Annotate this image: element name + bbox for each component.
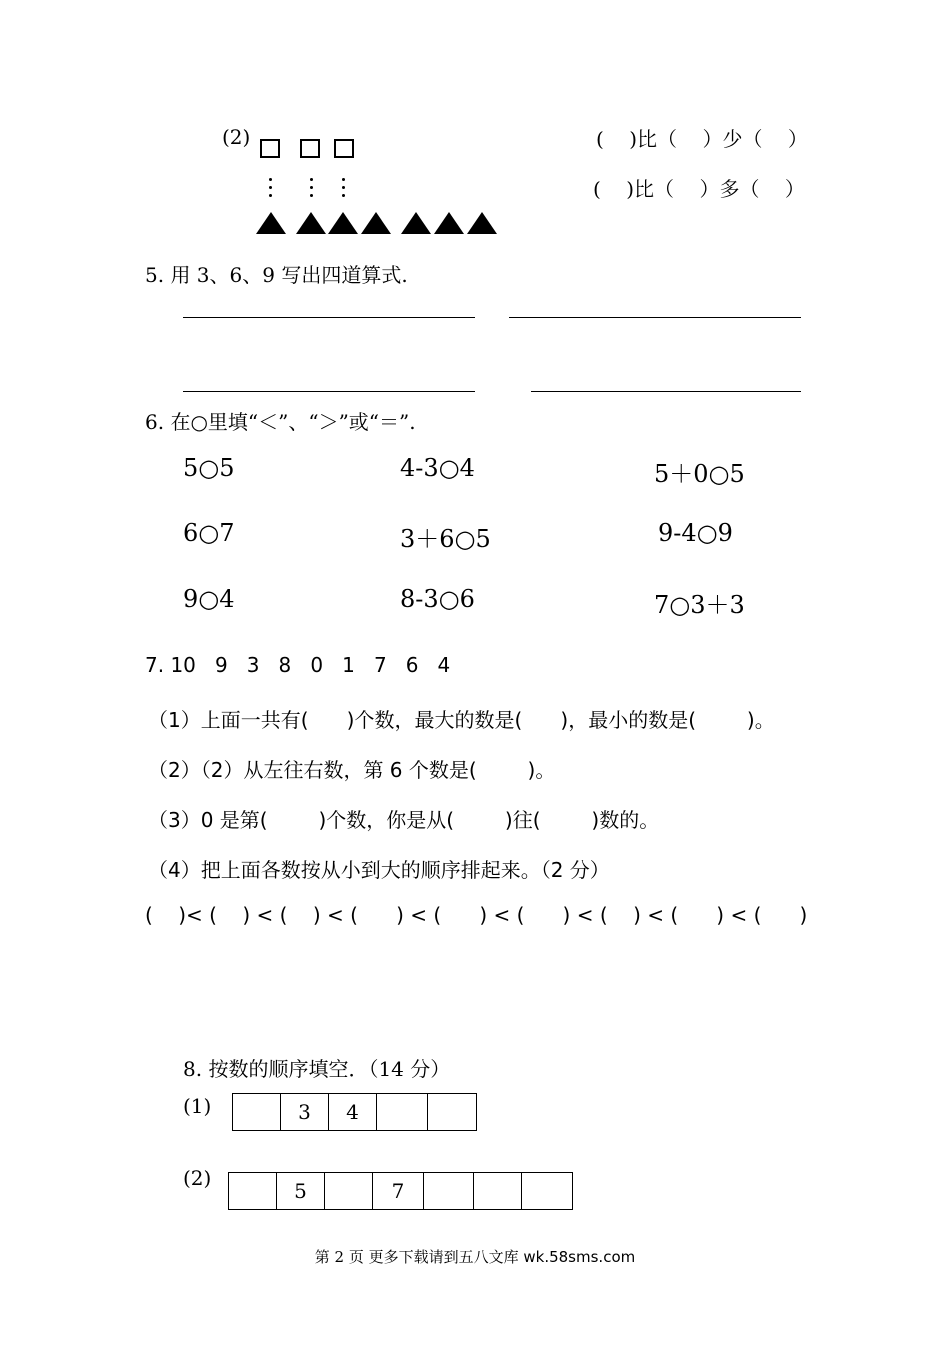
row2-label: (2)	[183, 1166, 212, 1190]
compare-item: 4-3○4	[400, 454, 475, 482]
compare-item: 9○4	[183, 585, 235, 613]
ordering-line: ( )< ( ) < ( ) < ( ) < ( ) < ( ) < ( ) < ( ) < ( )	[145, 903, 808, 927]
square-icon	[300, 139, 320, 158]
q7-sub4: （4）把上面各数按从小到大的顺序排起来。（2 分）	[148, 858, 610, 882]
compare-item: 3＋6○5	[400, 525, 491, 553]
compare-item: 5○5	[183, 454, 235, 482]
answer-line	[183, 391, 475, 392]
q4-part2-label: (2)	[222, 125, 251, 149]
compare-item: 6○7	[183, 519, 235, 547]
q6-title: 6. 在○里填“＜”、“＞”或“＝”.	[145, 410, 416, 434]
sequence-cell[interactable]	[233, 1094, 281, 1131]
q7-title: 7. 10 9 3 8 0 1 7 6 4	[145, 653, 451, 677]
triangle-icon	[434, 212, 464, 234]
number-sequence-row2	[228, 1172, 573, 1210]
triangle-icon	[256, 212, 286, 234]
compare-item: 5＋0○5	[654, 460, 745, 488]
compare-less-sentence: ( )比（ ）少（ ）	[596, 127, 808, 151]
sequence-cell[interactable]: 5	[277, 1173, 325, 1210]
triangle-icon	[328, 212, 358, 234]
sequence-cell[interactable]	[229, 1173, 277, 1210]
row1-label: (1)	[183, 1094, 212, 1118]
answer-line	[183, 317, 475, 318]
sequence-cell[interactable]	[428, 1094, 477, 1131]
sequence-cell[interactable]	[424, 1173, 474, 1210]
vertical-dots-icon	[310, 178, 314, 202]
vertical-dots-icon	[342, 178, 346, 202]
triangle-icon	[296, 212, 326, 234]
answer-line	[531, 391, 801, 392]
answer-line	[509, 317, 801, 318]
triangle-icon	[467, 212, 497, 234]
sequence-cell[interactable]	[377, 1094, 428, 1131]
sequence-cell[interactable]: 3	[281, 1094, 329, 1131]
sequence-cell[interactable]	[325, 1173, 373, 1210]
triangle-icon	[401, 212, 431, 234]
sequence-cell[interactable]: 7	[373, 1173, 424, 1210]
q5-title: 5. 用 3、6、9 写出四道算式.	[145, 263, 408, 287]
q7-sub2: （2）（2）从左往右数，第 6 个数是( )。	[148, 758, 556, 782]
page-footer	[0, 1246, 950, 1267]
q7-sub3: （3）0 是第( )个数，你是从( )往( )数的。	[148, 808, 660, 832]
vertical-dots-icon	[269, 178, 273, 202]
sequence-cell[interactable]: 4	[329, 1094, 377, 1131]
footer-text: 第 2 页 更多下载请到五八文库	[314, 1248, 524, 1266]
footer-site-link[interactable]: wk.58sms.com	[523, 1248, 636, 1266]
square-icon	[260, 139, 280, 158]
compare-item: 7○3＋3	[654, 591, 745, 619]
square-icon	[334, 139, 354, 158]
sequence-cell[interactable]	[522, 1173, 573, 1210]
number-sequence-row1	[232, 1093, 477, 1131]
triangle-icon	[361, 212, 391, 234]
q8-title: 8. 按数的顺序填空．（14 分）	[183, 1057, 451, 1081]
compare-item: 9-4○9	[658, 519, 733, 547]
compare-item: 8-3○6	[400, 585, 475, 613]
sequence-cell[interactable]	[474, 1173, 522, 1210]
compare-more-sentence: ( )比（ ）多（ ）	[593, 177, 805, 201]
q7-sub1: （1）上面一共有( )个数，最大的数是( )，最小的数是( )。	[148, 708, 775, 732]
